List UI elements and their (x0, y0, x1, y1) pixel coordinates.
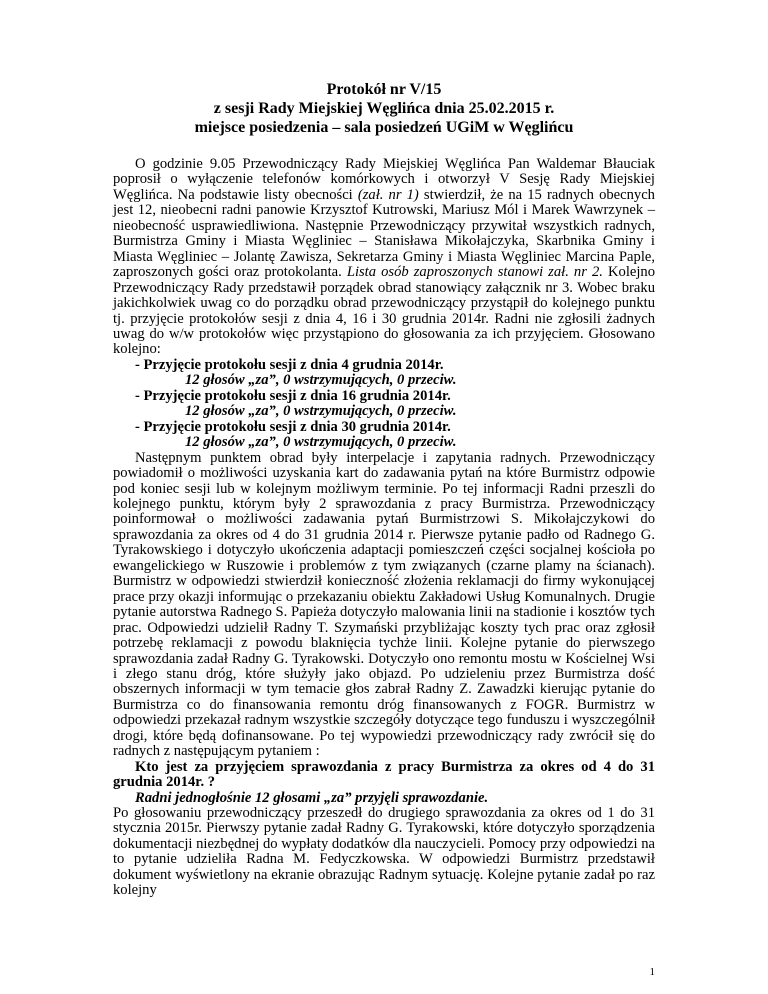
text-span-italic: (zał. nr 1) (357, 186, 419, 203)
document-page (113, 80, 655, 899)
vote-result: 12 głosów „za”, 0 wstrzymujących, 0 przeciw. (185, 434, 457, 451)
document-title: Protokół nr V/15 (326, 81, 442, 98)
paragraph-interpellations: Następnym punktem obrad były interpelacje i zapytania radnych. Przewodniczący powiadomił o możliwości uzyskania kart do zadawania pytań na które Burmistrz odpowie pod koniec sesji lub w kolejnym możliwym terminie. Po tej informacji Radni przeszli do kolejnego punktu, którym były 2 sprawozdania z pracy Burmistrza. Przewodniczący poinformował o możliwości zadawania pytań Burmistrzowi S. Mikołajczykowi do sprawozdania za okres od 4 do 31 grudnia 2014 r. Pierwsze pytanie padło od Radnego G. Tyrakowskiego i dotyczyło ukończenia adaptacji pomieszczeń części socjalnej kościoła po ewangelickiego w Ruszowie i problemów z tym związanych (czarne plamy na ścianach). Burmistrz w odpowiedzi stwierdził konieczność złożenia reklamacji do firmy wykonującej prace przy okazji informując o przekazaniu obiektu Zakładowi Usług Komunalnych. Drugie pytanie autorstwa Radnego S. Papieża dotyczyło malowania linii na stadionie i kosztów tych prac. Odpowiedzi udzielił Radny T. Szymański przybliżając koszty tych prac oraz zgłosił potrzebę reklamacji z powodu blaknięcia tychże linii. Kolejne pytanie do pierwszego sprawozdania zadał Radny G. Tyrakowski. Dotyczyło ono remontu mostu w Kościelnej Wsi i złego stanu dróg, które służyły jako objazd. Po udzieleniu przez Burmistrza dość obszernych informacji w tym temacie głos zabrał Radny Z. Zawadzki kierując pytanie do Burmistrza co do finansowania remontu dróg finansowanych z FOGR. Burmistrz w odpowiedzi przekazał radnym wszystkie szczegóły dotyczące tego funduszu i wyszczególnił drogi, które będą dofinansowane. Po tej wypowiedzi przewodniczący rady zwrócił się do radnych z następującym pytaniem : (113, 449, 655, 760)
vote-result: 12 głosów „za”, 0 wstrzymujących, 0 przeciw. (185, 372, 457, 389)
document-header (113, 80, 655, 137)
venue-line: miejsce posiedzenia – sala posiedzeń UGiM w Węglińcu (194, 119, 574, 136)
page-number: 1 (649, 966, 655, 978)
vote-result: 12 głosów „za”, 0 wstrzymujących, 0 przeciw. (185, 403, 457, 420)
paragraph-second-report: Po głosowaniu przewodniczący przeszedł do drugiego sprawozdania za okres od 1 do 31 stycznia 2015r. Pierwszy pytanie zadał Radny G. Tyrakowski, które dotyczyło sporządzenia dokumentacji niezbędnej do wypłaty dodatków dla nauczycieli. Pomocy przy odpowiedzi na to pytanie udzieliła Radna M. Fedyczkowska. W odpowiedzi Burmistrz przedstawił dokument wyświetlony na ekranie obrazując Radnym sytuację. Kolejne pytanie zadał po raz kolejny (113, 805, 655, 899)
paragraph-opening (113, 157, 655, 358)
vote-item: - Przyjęcie protokołu sesji z dnia 4 grudnia 2014r. (135, 356, 444, 373)
text-span: stwierdził, że na 15 radnych obecnych jest 12, nieobecni radni panowie Krzysztof Kutrowski, Mariusz Mól i Marek Wawrzynek – nieobecność usprawiedliwiona. Następnie Przewodniczący przywitał wszystkich radnych, Burmistrza Gminy i Miasta Węgliniec – Stanisława Mikołajczyka, Skarbnika Gminy i Miasta Węgliniec – Jolantę Zawisza, Sekretarza Gminy i Miasta Węgliniec Marcina Paple, zaproszonych gości oraz protokolanta. (113, 186, 655, 281)
session-line: z sesji Rady Miejskiej Węglińca dnia 25.02.2015 r. (213, 100, 555, 117)
text-span: O godzinie 9.05 Przewodniczący Rady Miejskiej Węglińca Pan Waldemar Błauciak poprosił o wyłączenie telefonów komórkowych i otworzył V Sesję Rady Miejskiej Węglińca. Na podstawie listy obecności (113, 156, 655, 203)
vote-question: Kto jest za przyjęciem sprawozdania z pracy Burmistrza za okres od 4 do 31 grudnia 2014r. ? (113, 758, 655, 791)
vote-answer: Radni jednogłośnie 12 głosami „za” przyjęli sprawozdanie. (135, 789, 489, 806)
vote-item: - Przyjęcie protokołu sesji z dnia 16 grudnia 2014r. (135, 387, 451, 404)
text-span: Kolejno Przewodniczący Rady przedstawił porządek obrad stanowiący załącznik nr 3. Wobec braku jakichkolwiek uwag co do porządku obrad przewodniczący przystąpił do kolejnego punktu tj. przyjęcie protokołów sesji z dnia 4, 16 i 30 grudnia 2014r. Radni nie zgłosili żadnych uwag do w/w protokołów więc przystąpiono do głosowania za ich przyjęciem. Głosowano kolejno: (113, 264, 656, 358)
text-span-italic: Lista osób zaproszonych stanowi zał. nr 2. (346, 264, 603, 281)
vote-item: - Przyjęcie protokołu sesji z dnia 30 grudnia 2014r. (135, 418, 451, 435)
